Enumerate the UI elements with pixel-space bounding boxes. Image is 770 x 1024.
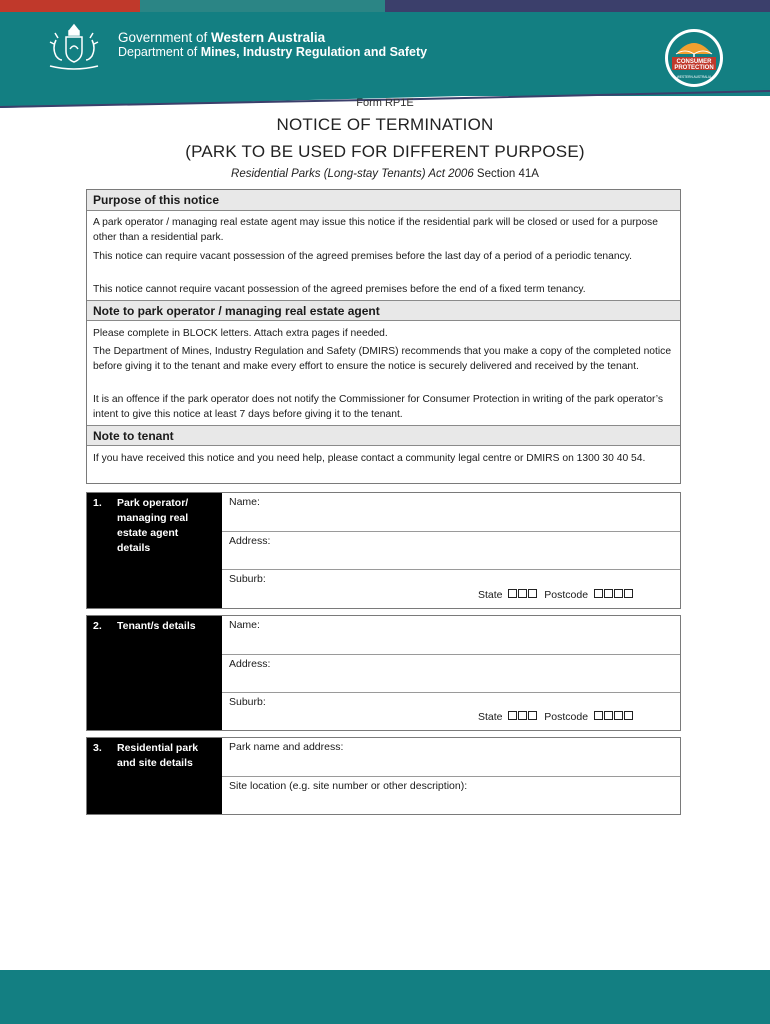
postcode-boxes[interactable] — [594, 711, 634, 723]
field-label: Address: — [229, 535, 271, 547]
field-label: Site location (e.g. site number or other description): — [229, 780, 468, 792]
purpose-paragraph-2: This notice can require vacant possession of the agreed premises before the last day of a period of a periodic tenancy. — [93, 251, 632, 262]
strip-navy — [385, 0, 770, 12]
section-label — [87, 738, 222, 814]
act-reference: Residential Parks (Long-stay Tenants) Act 2006 Section 41A — [231, 168, 539, 180]
section-label — [87, 616, 222, 730]
purpose-paragraph-1: A park operator / managing real estate agent may issue this notice if the residential park will be closed or used for a purpose other than a residential park. — [93, 217, 658, 243]
wa-coat-of-arms-icon — [44, 22, 104, 72]
footer-banner — [0, 970, 770, 1024]
section-tenant — [86, 615, 681, 731]
operator-note-paragraph-2: The Department of Mines, Industry Regulation and Safety (DMIRS) recommends that you make a copy of the completed notice before giving it to the tenant and make every effort to ensure the notice is securely delivered and received by the tenant. — [93, 346, 672, 372]
field-label: Address: — [229, 658, 271, 670]
field-label: Suburb: — [229, 573, 266, 585]
tenant-address-field[interactable] — [222, 655, 680, 693]
section-number: 1. — [93, 497, 102, 509]
postcode-boxes[interactable] — [594, 589, 634, 601]
section-park-operator — [86, 492, 681, 609]
park-name-address-field[interactable] — [222, 738, 680, 777]
logo-text: CONSUMER — [676, 59, 712, 65]
strip-red — [0, 0, 140, 12]
section-number: 3. — [93, 742, 102, 754]
top-color-strips — [0, 0, 770, 12]
form-code: Form RP1E — [356, 97, 414, 109]
postcode-label: Postcode — [544, 711, 589, 723]
purpose-heading: Purpose of this notice — [87, 190, 680, 211]
section-residential-park — [86, 737, 681, 815]
field-label: Park name and address: — [229, 741, 344, 753]
state-label: State — [478, 589, 503, 601]
section-title: Residential park and site details — [117, 742, 199, 769]
section-title: Tenant/s details — [117, 620, 196, 632]
operator-name-field[interactable] — [222, 493, 680, 532]
state-postcode-line — [478, 589, 634, 601]
field-label: Name: — [229, 619, 260, 631]
operator-address-field[interactable] — [222, 532, 680, 570]
page-subtitle: (PARK TO BE USED FOR DIFFERENT PURPOSE) — [185, 142, 585, 161]
state-label: State — [478, 711, 503, 723]
site-location-field[interactable] — [222, 777, 680, 814]
notice-info-box — [86, 189, 681, 484]
strip-teal — [140, 0, 385, 12]
state-postcode-line — [478, 711, 634, 723]
logo-subtext: WESTERN AUSTRALIA — [676, 75, 712, 79]
tenant-name-field[interactable] — [222, 616, 680, 655]
field-label: Name: — [229, 496, 260, 508]
field-label: Suburb: — [229, 696, 266, 708]
department-title: Department of Mines, Industry Regulation and Safety — [118, 45, 428, 59]
postcode-label: Postcode — [544, 589, 589, 601]
tenant-note-paragraph: If you have received this notice and you need help, please contact a community legal centre or DMIRS on 1300 30 40 54. — [93, 453, 646, 464]
purpose-paragraph-3: This notice cannot require vacant possession of the agreed premises before the end of a fixed term tenancy. — [93, 284, 586, 295]
government-title: Government of Western Australia — [118, 30, 326, 45]
operator-note-heading: Note to park operator / managing real estate agent — [87, 300, 680, 321]
page-title: NOTICE OF TERMINATION — [276, 115, 494, 134]
operator-note-paragraph-1: Please complete in BLOCK letters. Attach extra pages if needed. — [93, 328, 388, 339]
logo-text-2: PROTECTION — [674, 65, 714, 71]
section-label — [87, 493, 222, 608]
operator-note-paragraph-3: It is an offence if the park operator does not notify the Commissioner for Consumer Protection in writing of the park operator’s intent to give this notice at least 7 days before giving it to the tenant. — [93, 394, 664, 420]
state-boxes[interactable] — [508, 711, 538, 723]
section-number: 2. — [93, 620, 102, 632]
state-boxes[interactable] — [508, 589, 538, 601]
tenant-note-heading: Note to tenant — [87, 425, 680, 446]
section-title: Park operator/ managing real estate agent details — [117, 497, 189, 554]
consumer-protection-logo-icon — [664, 28, 724, 88]
